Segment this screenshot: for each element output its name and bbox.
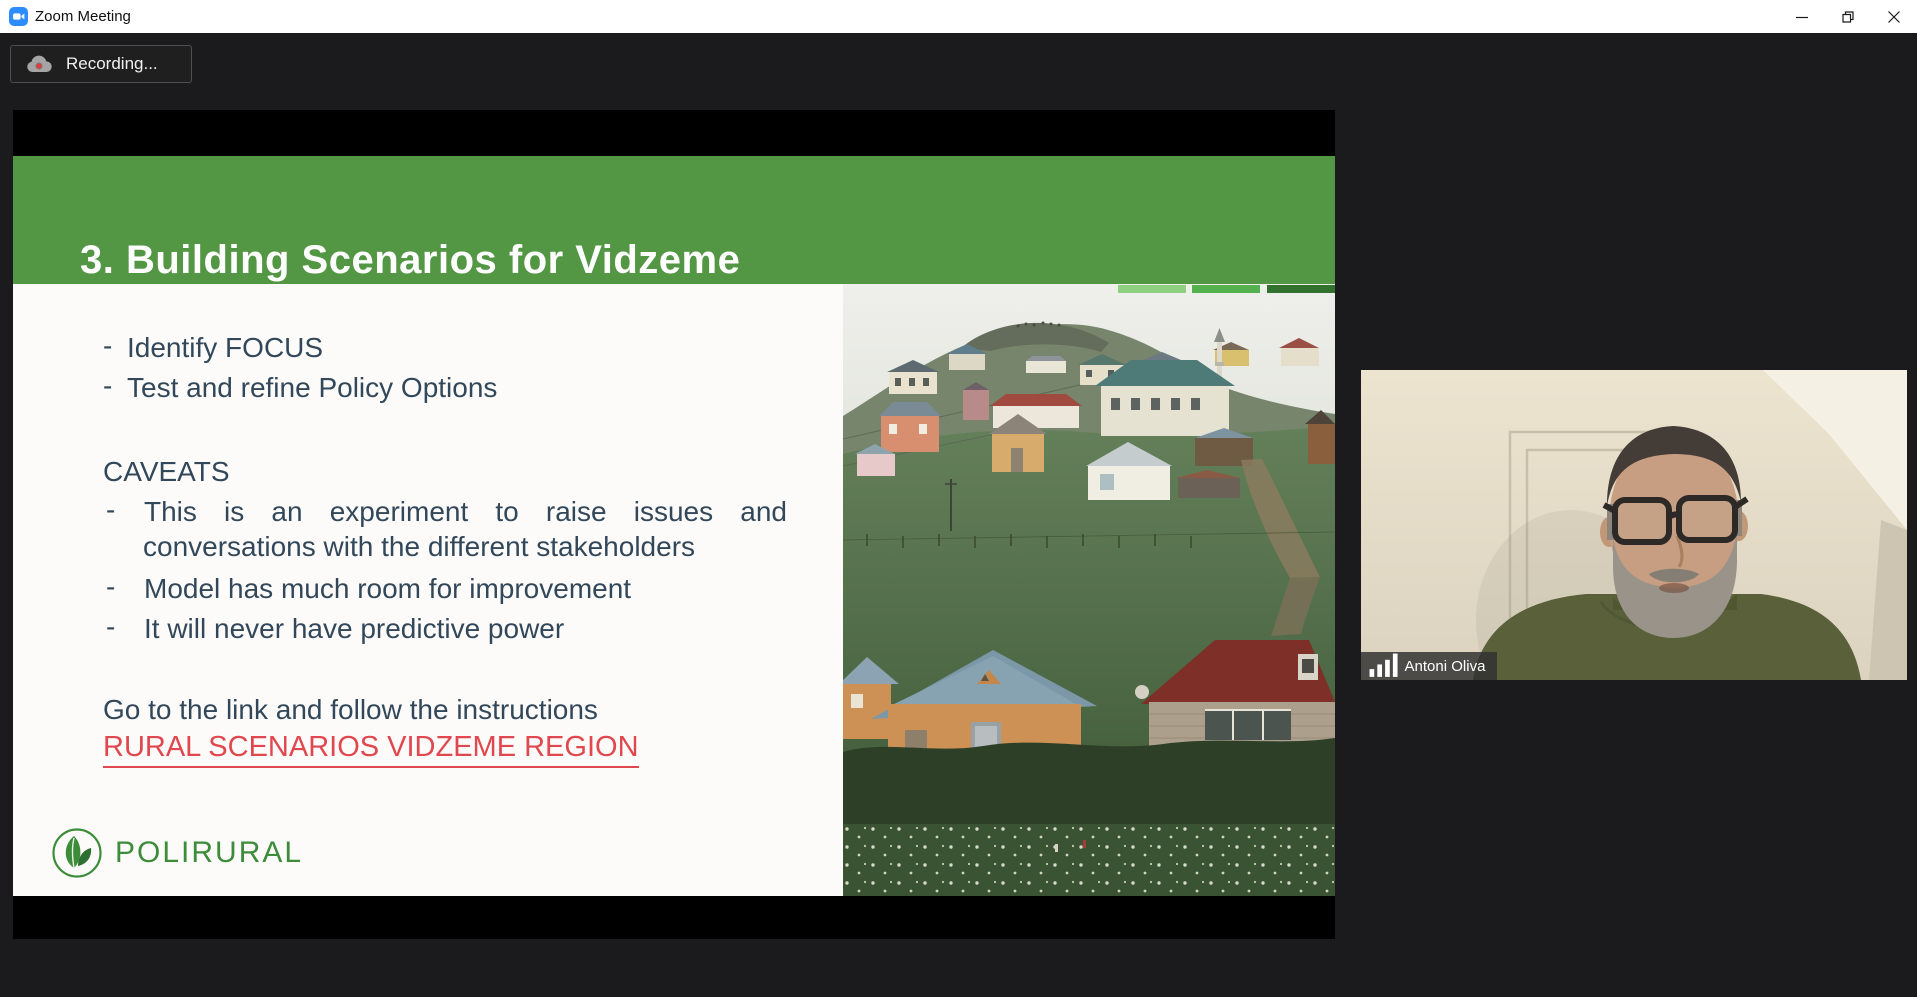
window-title: Zoom Meeting xyxy=(35,8,131,25)
caveat-item: Model has much room for improvement xyxy=(144,573,632,604)
caveat-item: It will never have predictive power xyxy=(144,613,565,644)
signal-strength-icon xyxy=(1368,652,1398,680)
caveat-item-line1: This is an experiment to raise issues and xyxy=(144,496,787,527)
polirural-leaf-icon xyxy=(50,826,104,880)
caveat-item-line2: conversations with the different stakeholders xyxy=(143,531,696,562)
cloud-recording-icon xyxy=(25,55,52,74)
participant-video[interactable] xyxy=(1361,370,1907,680)
recording-label: Recording... xyxy=(66,54,158,73)
accent-bar-mid xyxy=(1192,285,1260,293)
accent-bar-dark xyxy=(1267,285,1335,293)
bullet-dash: - xyxy=(103,370,113,401)
logo-text: POLIRURAL xyxy=(115,836,304,869)
restore-button[interactable] xyxy=(1825,0,1871,33)
restore-icon xyxy=(1841,10,1855,24)
shared-screen-slide xyxy=(13,110,1335,939)
village-photo xyxy=(843,284,1335,896)
slide-title: 3. Building Scenarios for Vidzeme xyxy=(80,238,741,282)
minimize-button[interactable] xyxy=(1779,0,1825,33)
bullet-dash: - xyxy=(106,611,116,642)
recording-indicator[interactable] xyxy=(10,45,192,83)
bullet-item: Identify FOCUS xyxy=(127,332,324,363)
accent-bar-light xyxy=(1118,285,1186,293)
instruction-text: Go to the link and follow the instructions xyxy=(103,694,598,725)
titlebar xyxy=(0,0,1917,33)
participant-name-tag xyxy=(1361,652,1497,680)
participant-name: Antoni Oliva xyxy=(1404,657,1486,675)
slide-header xyxy=(13,156,1335,284)
bullet-dash: - xyxy=(103,330,113,361)
bullet-item: Test and refine Policy Options xyxy=(127,372,498,403)
bullet-dash: - xyxy=(106,494,116,525)
scenarios-link[interactable]: RURAL SCENARIOS VIDZEME REGION xyxy=(103,731,639,768)
close-icon xyxy=(1887,10,1901,24)
caveats-heading: CAVEATS xyxy=(103,456,230,487)
polirural-logo xyxy=(50,826,303,880)
minimize-icon xyxy=(1795,10,1809,24)
zoom-app-icon xyxy=(9,7,28,26)
close-button[interactable] xyxy=(1871,0,1917,33)
participant-video-frame xyxy=(1361,370,1907,680)
bullet-dash: - xyxy=(106,571,116,602)
